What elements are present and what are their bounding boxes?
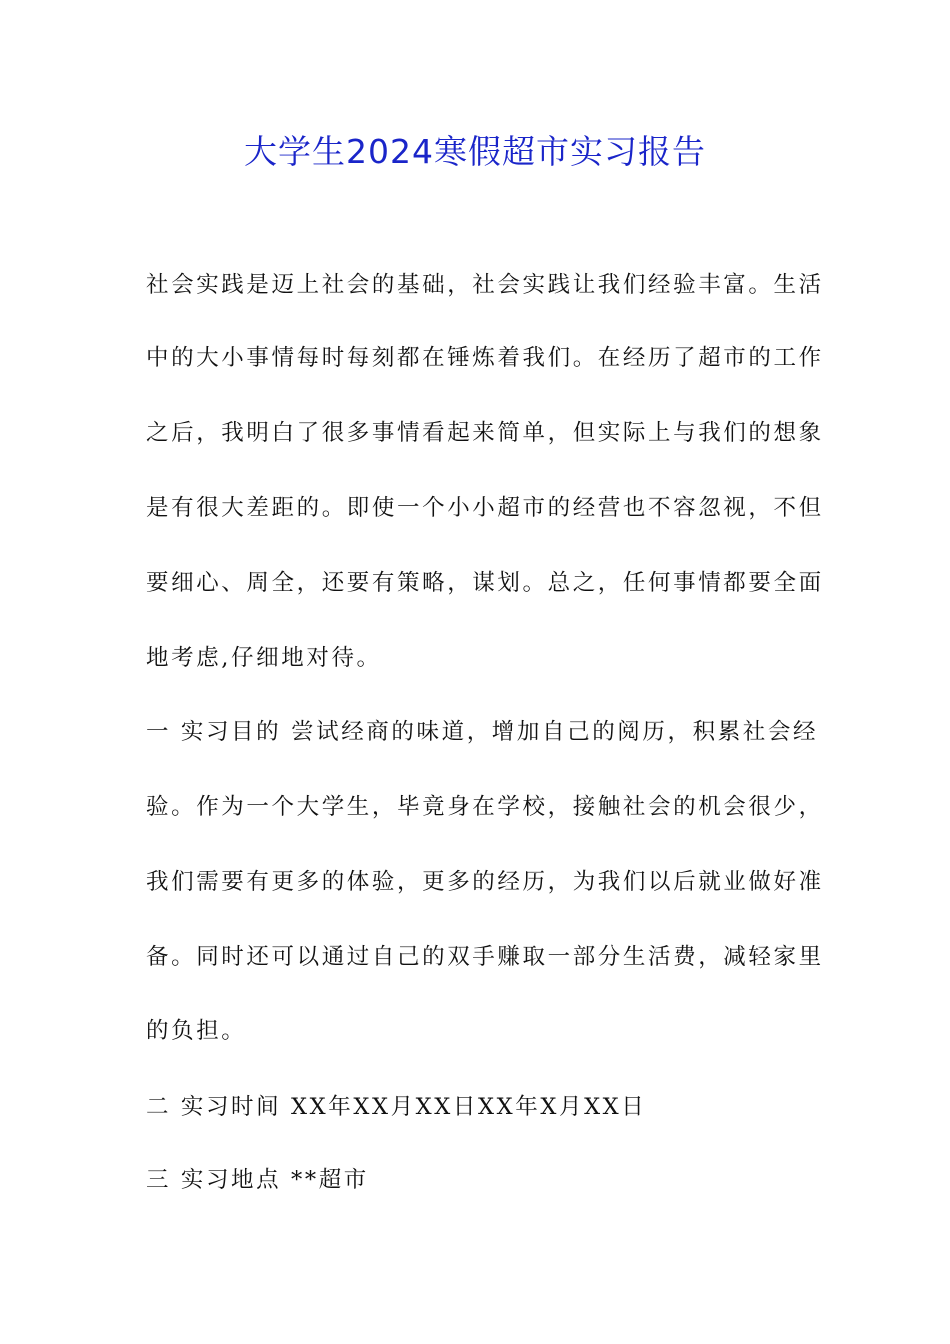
paragraph-line: 是有很大差距的。即使一个小小超市的经营也不容忽视，不但 xyxy=(146,495,824,521)
paragraph-line: 我们需要有更多的体验，更多的经历，为我们以后就业做好准 xyxy=(146,869,824,895)
paragraph-line: 的负担。 xyxy=(146,1018,247,1044)
paragraph-line: 社会实践是迈上社会的基础，社会实践让我们经验丰富。生活 xyxy=(146,272,824,298)
section-heading-line: 三 实习地点 **超市 xyxy=(146,1167,369,1193)
paragraph-line: 之后，我明白了很多事情看起来简单，但实际上与我们的想象 xyxy=(146,420,824,446)
paragraph-line: 验。作为一个大学生，毕竟身在学校，接触社会的机会很少， xyxy=(146,794,824,820)
paragraph-line: 备。同时还可以通过自己的双手赚取一部分生活费，减轻家里 xyxy=(146,944,824,970)
paragraph-line: 地考虑,仔细地对待。 xyxy=(146,645,382,671)
section-heading-line: 一 实习目的 尝试经商的味道，增加自己的阅历，积累社会经 xyxy=(146,719,819,745)
paragraph-line: 要细心、周全，还要有策略，谋划。总之，任何事情都要全面 xyxy=(146,570,824,596)
document-title: 大学生2024寒假超市实习报告 xyxy=(244,132,706,171)
paragraph-line: 中的大小事情每时每刻都在锤炼着我们。在经历了超市的工作 xyxy=(146,345,824,371)
section-heading-line: 二 实习时间 XX年XX月XX日XX年X月XX日 xyxy=(146,1094,647,1120)
